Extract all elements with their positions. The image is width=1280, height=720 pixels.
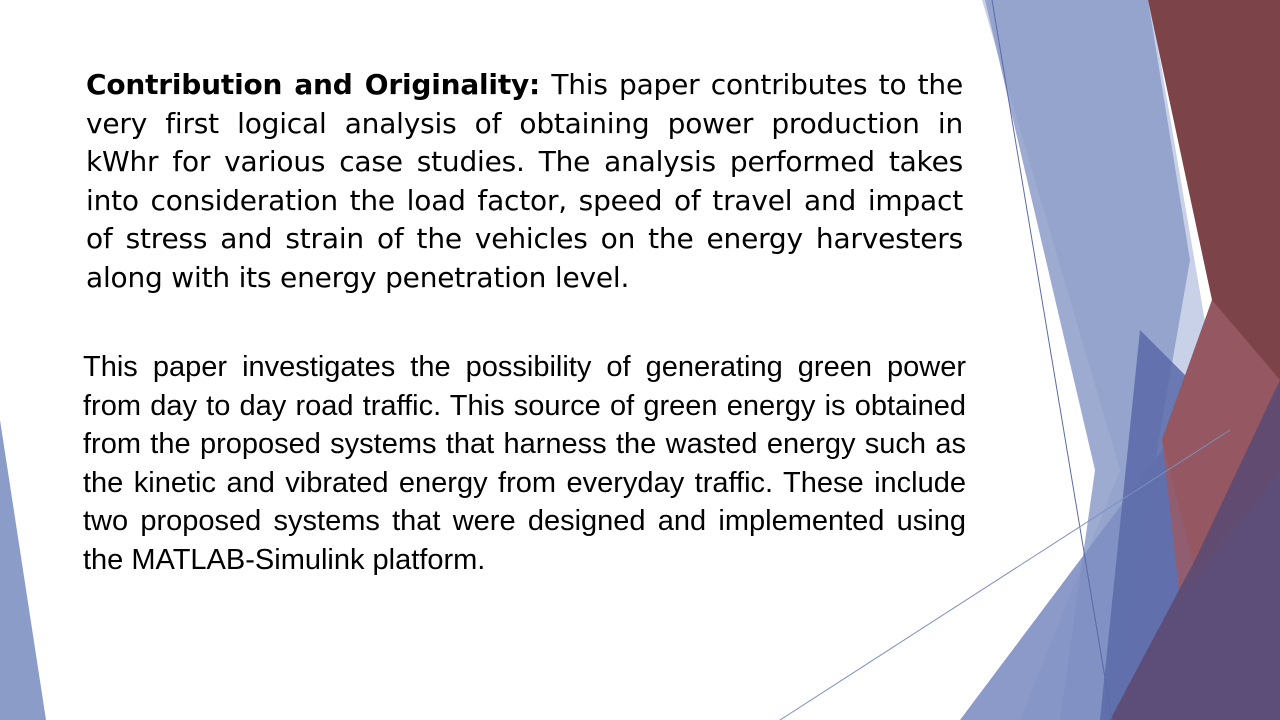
left-accent-shape — [0, 420, 46, 720]
abstract-text: This paper investigates the possibility of generating green power from day to day road traffic. This source of green energy is obtained from the proposed systems that harness the wasted energy such as the kinetic and vibrated energy from everyday traffic. These include two proposed systems that were designed and implemented using the MATLAB-Simulink platform. — [83, 351, 966, 576]
contribution-heading: Contribution and Originality: — [86, 68, 541, 101]
abstract-paragraph — [83, 348, 966, 579]
contribution-paragraph — [86, 66, 963, 298]
contribution-text: This paper contributes to the very first logical analysis of obtaining power production in kWhr for various case studies. The analysis performed takes into consideration the load factor, speed of travel and impact of stress and strain of the vehicles on the energy harvesters along with its energy penetration level. — [86, 68, 963, 294]
